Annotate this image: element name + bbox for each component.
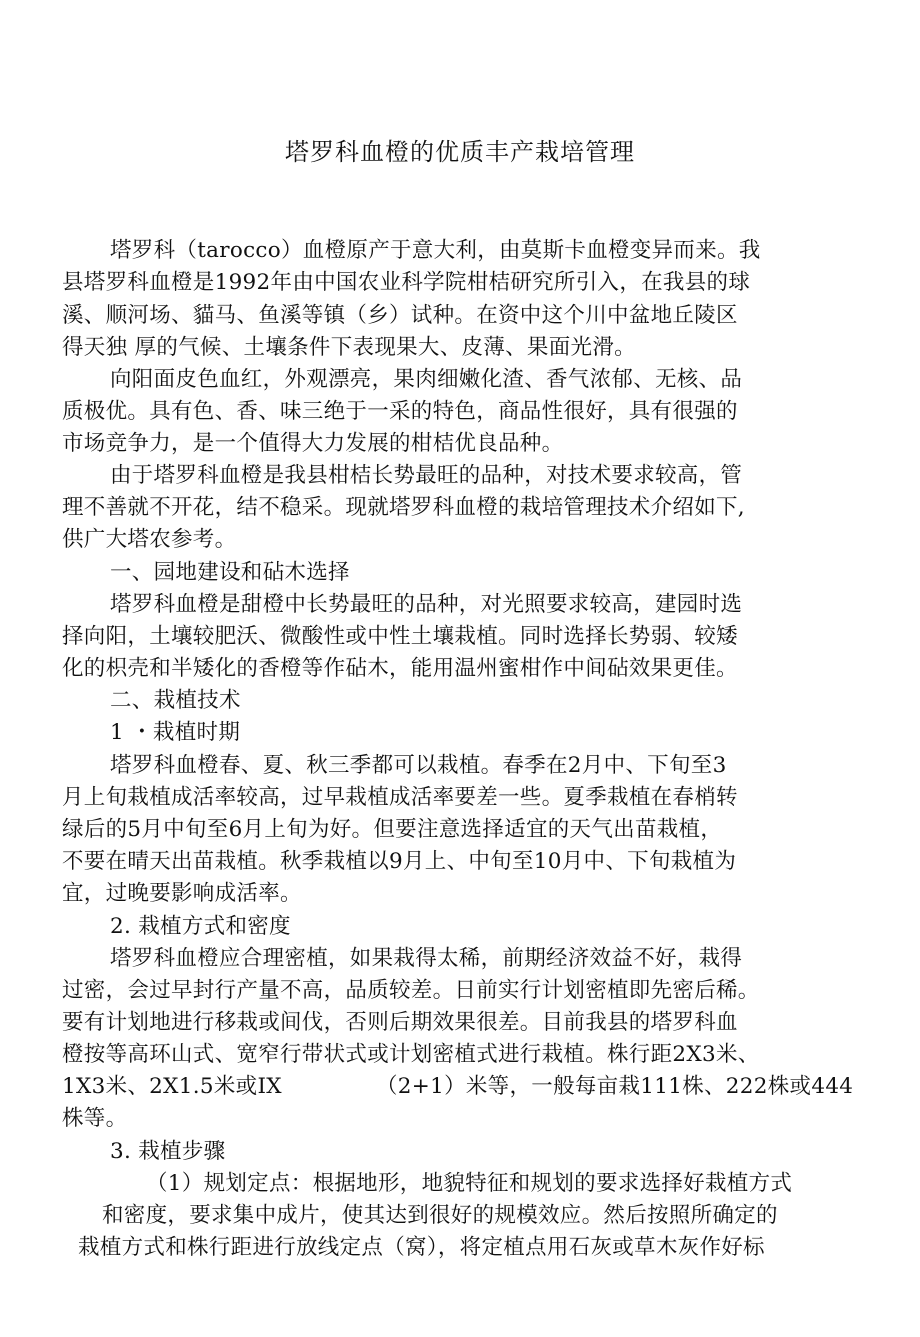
text-line: 绿后的5月中旬至6月上旬为好。但要注意选择适宜的天气出苗栽植， xyxy=(62,817,723,842)
text-line: 市场竞争力，是一个值得大力发展的柑桔优良品种。 xyxy=(62,431,564,456)
text-line: 1X3米、2X1.5米或IX xyxy=(62,1074,282,1099)
subsection-heading: 1 ・栽植时期 xyxy=(110,720,241,745)
text-line: 塔罗科血橙是甜橙中长势最旺的品种，对光照要求较高，建园时选 xyxy=(110,592,743,617)
text-line: （1）规划定点：根据地形，地貌特征和规划的要求选择好栽植方式 xyxy=(146,1171,793,1196)
text-line: 择向阳，土壤较肥沃、微酸性或中性土壤栽植。同时选择长势弱、较矮 xyxy=(62,624,738,649)
section-heading: 一、园地建设和砧木选择 xyxy=(110,560,350,585)
text-line: 橙按等高环山式、宽窄行带状式或计划密植式进行栽植。株行距2X3米、 xyxy=(62,1042,760,1067)
text-line: 质极优。具有色、香、味三绝于一采的特色，商品性很好，具有很强的 xyxy=(62,399,738,424)
text-line: 溪、顺河场、貓马、鱼溪等镇（乡）试种。在资中这个川中盆地丘陵区 xyxy=(62,303,738,328)
text-line: 得天独 厚的气候、土壤条件下表现果大、皮薄、果面光滑。 xyxy=(62,335,636,360)
text-line: 由于塔罗科血橙是我县柑桔长势最旺的品种，对技术要求较高，管 xyxy=(110,463,743,488)
text-line: 供广大塔农参考。 xyxy=(62,527,237,552)
text-line: 过密，会过早封行产量不高，品质较差。日前实行计划密植即先密后稀。 xyxy=(62,978,760,1003)
text-line: 要有计划地进行移栽或间伐，否则后期效果很差。目前我县的塔罗科血 xyxy=(62,1010,738,1035)
text-line: 塔罗科血橙应合理密植，如果栽得太稀，前期经济效益不好，栽得 xyxy=(110,946,743,971)
text-line: 化的枳壳和半矮化的香橙等作砧木，能用温州蜜柑作中间砧效果更佳。 xyxy=(62,656,738,681)
document-title: 塔罗科血橙的优质丰产栽培管理 xyxy=(285,138,635,166)
text-line: 县塔罗科血橙是1992年由中国农业科学院柑桔研究所引入，在我县的球 xyxy=(62,270,751,295)
section-heading: 二、栽植技术 xyxy=(110,688,241,713)
text-line: 株等。 xyxy=(62,1106,128,1131)
text-line: 宜，过晚要影响成活率。 xyxy=(62,881,302,906)
text-line: 栽植方式和株行距进行放线定点（窝），将定植点用石灰或草木灰作好标 xyxy=(78,1235,765,1260)
text-line: 月上旬栽植成活率较高，过早栽植成活率要差一些。夏季栽植在春梢转 xyxy=(62,785,738,810)
text-line: 塔罗科血橙春、夏、秋三季都可以栽植。春季在2月中、下旬至3 xyxy=(110,753,727,778)
text-line: （2+1）米等，一般每亩栽111株、222株或444 xyxy=(376,1074,854,1099)
subsection-heading: 3. 栽植步骤 xyxy=(110,1139,226,1164)
text-line: 不要在晴天出苗栽植。秋季栽植以9月上、中旬至10月中、下旬栽植为 xyxy=(62,849,737,874)
text-line: 和密度，要求集中成片，使其达到很好的规模效应。然后按照所确定的 xyxy=(102,1203,778,1228)
text-line: 向阳面皮色血红，外观漂亮，果肉细嫩化渣、香气浓郁、无核、品 xyxy=(110,367,743,392)
subsection-heading: 2. 栽植方式和密度 xyxy=(110,914,291,939)
text-line: 塔罗科（tarocco）血橙原产于意大利，由莫斯卡血橙变异而来。我 xyxy=(110,238,761,263)
text-line: 理不善就不开花，结不稳采。现就塔罗科血橙的栽培管理技术介绍如下, xyxy=(62,495,745,520)
